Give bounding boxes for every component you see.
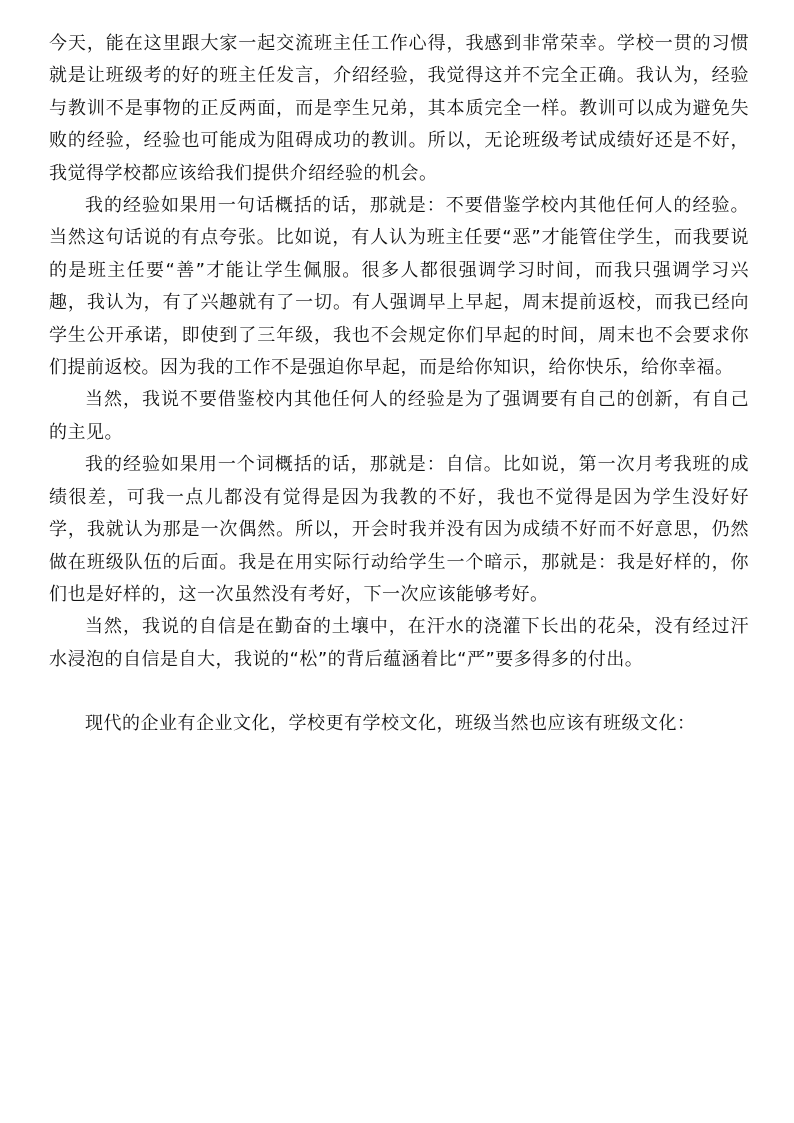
document-page bbox=[49, 28, 749, 741]
paragraph-intro: 今天，能在这里跟大家一起交流班主任工作心得，我感到非常荣幸。学校一贯的习惯就是让班级考的好的班主任发言，介绍经验，我觉得这并不完全正确。我认为，经验与教训不是事物的正反两面，而是孪生兄弟，其本质完全一样。教训可以成为避免失败的经验，经验也可能成为阻碍成功的教训。所以，无论班级考试成绩好还是不好，我觉得学校都应该给我们提供介绍经验的机会。 bbox=[49, 33, 749, 184]
paragraph-diligence: 当然，我说的自信是在勤奋的土壤中，在汗水的浇灌下长出的花朵，没有经过汗水浸泡的自信是自大，我说的“松”的背后蕴涵着比“严”要多得多的付出。 bbox=[49, 616, 749, 670]
paragraph-gap bbox=[49, 676, 749, 708]
paragraph-experience-one-sentence: 我的经验如果用一句话概括的话，那就是：不要借鉴学校内其他任何人的经验。当然这句话说的有点夸张。比如说，有人认为班主任要“恶”才能管住学生，而我要说的是班主任要“善”才能让学生佩服。很多人都很强调学习时间，而我只强调学习兴趣，我认为，有了兴趣就有了一切。有人强调早上早起，周末提前返校，而我已经向学生公开承诺，即使到了三年级，我也不会规定你们早起的时间，周末也不会要求你们提前返校。因为我的工作不是强迫你早起，而是给你知识，给你快乐，给你幸福。 bbox=[49, 195, 749, 379]
paragraph-class-culture: 现代的企业有企业文化，学校更有学校文化，班级当然也应该有班级文化： bbox=[85, 713, 696, 735]
paragraph-innovation: 当然，我说不要借鉴校内其他任何人的经验是为了强调要有自己的创新，有自己的主见。 bbox=[49, 389, 749, 443]
paragraph-confidence: 我的经验如果用一个词概括的话，那就是：自信。比如说，第一次月考我班的成绩很差，可我一点儿都没有觉得是因为我教的不好，我也不觉得是因为学生没好好学，我就认为那是一次偶然。所以，开会时我并没有因为成绩不好而不好意思，仍然做在班级队伍的后面。我是在用实际行动给学生一个暗示，那就是：我是好样的，你们也是好样的，这一次虽然没有考好，下一次应该能够考好。 bbox=[49, 454, 749, 605]
